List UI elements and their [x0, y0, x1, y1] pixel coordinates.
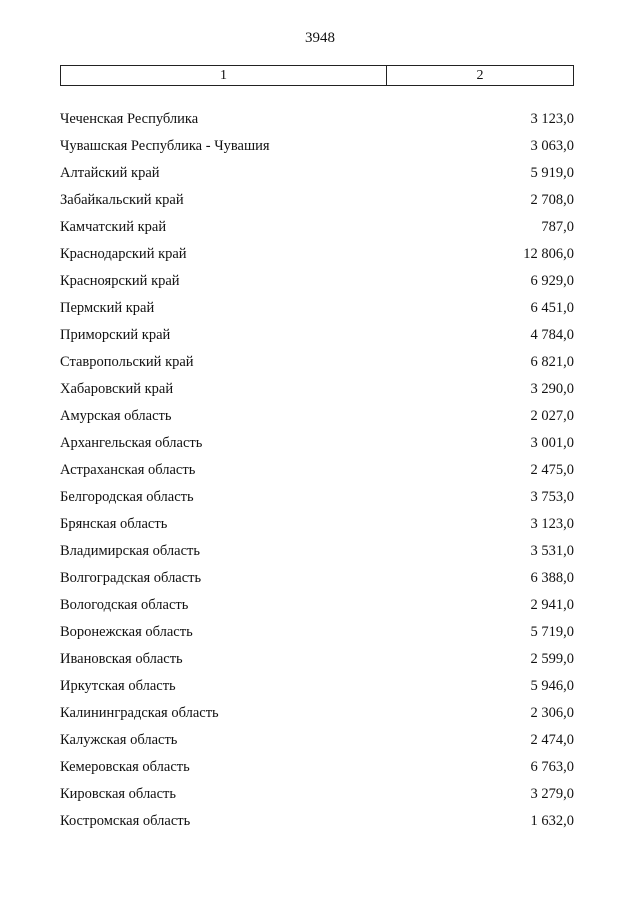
table-row — [60, 808, 574, 835]
region-name: Вологодская область — [60, 597, 189, 613]
region-name: Краснодарский край — [60, 246, 187, 262]
table-row — [60, 538, 574, 565]
region-name: Белгородская область — [60, 489, 194, 505]
region-name: Алтайский край — [60, 165, 160, 181]
region-name: Астраханская область — [60, 462, 196, 478]
table-row — [60, 403, 574, 430]
region-value: 2 474,0 — [530, 732, 574, 748]
region-value: 2 027,0 — [530, 408, 574, 424]
region-value: 6 763,0 — [530, 759, 574, 775]
region-list — [60, 106, 574, 835]
table-row — [60, 673, 574, 700]
region-value: 1 632,0 — [530, 813, 574, 829]
region-name: Архангельская область — [60, 435, 203, 451]
region-value: 2 708,0 — [530, 192, 574, 208]
region-value: 2 475,0 — [530, 462, 574, 478]
table-row — [60, 727, 574, 754]
region-name: Амурская область — [60, 408, 172, 424]
region-value: 787,0 — [541, 219, 574, 235]
table-row — [60, 430, 574, 457]
table-row — [60, 106, 574, 133]
region-value: 2 599,0 — [530, 651, 574, 667]
table-row — [60, 700, 574, 727]
table-row — [60, 754, 574, 781]
table-row — [60, 187, 574, 214]
table-row — [60, 214, 574, 241]
region-name: Ивановская область — [60, 651, 183, 667]
region-value: 6 388,0 — [530, 570, 574, 586]
column-header-1: 1 — [61, 66, 387, 85]
region-value: 3 123,0 — [530, 111, 574, 127]
region-value: 6 821,0 — [530, 354, 574, 370]
table-row — [60, 376, 574, 403]
region-name: Кировская область — [60, 786, 177, 802]
table-row — [60, 160, 574, 187]
page-number: 3948 — [305, 30, 335, 46]
region-value: 5 719,0 — [530, 624, 574, 640]
table-row — [60, 241, 574, 268]
region-name: Хабаровский край — [60, 381, 174, 397]
region-value: 3 001,0 — [530, 435, 574, 451]
region-value: 3 753,0 — [530, 489, 574, 505]
column-header-2: 2 — [476, 68, 484, 83]
region-value: 3 290,0 — [530, 381, 574, 397]
region-name: Волгоградская область — [60, 570, 202, 586]
table-row — [60, 619, 574, 646]
table-row — [60, 457, 574, 484]
table-row — [60, 592, 574, 619]
region-name: Забайкальский край — [60, 192, 184, 208]
region-name: Приморский край — [60, 327, 171, 343]
table-row — [60, 295, 574, 322]
region-name: Красноярский край — [60, 273, 180, 289]
table-row — [60, 565, 574, 592]
region-name: Костромская область — [60, 813, 191, 829]
region-value: 3 531,0 — [530, 543, 574, 559]
region-name: Калининградская область — [60, 705, 219, 721]
region-value: 6 451,0 — [530, 300, 574, 316]
region-value: 3 279,0 — [530, 786, 574, 802]
region-name: Чувашская Республика - Чувашия — [60, 138, 270, 154]
table-row — [60, 349, 574, 376]
table-row — [60, 646, 574, 673]
region-name: Брянская область — [60, 516, 168, 532]
region-name: Пермский край — [60, 300, 155, 316]
region-value: 2 941,0 — [530, 597, 574, 613]
region-name: Иркутская область — [60, 678, 176, 694]
region-value: 3 123,0 — [530, 516, 574, 532]
region-name: Воронежская область — [60, 624, 193, 640]
table-row — [60, 133, 574, 160]
table-row — [60, 484, 574, 511]
region-value: 5 946,0 — [530, 678, 574, 694]
region-name: Камчатский край — [60, 219, 167, 235]
table-row — [60, 268, 574, 295]
region-value: 12 806,0 — [523, 246, 574, 262]
region-value: 5 919,0 — [530, 165, 574, 181]
region-value: 2 306,0 — [530, 705, 574, 721]
region-name: Кемеровская область — [60, 759, 190, 775]
region-value: 4 784,0 — [530, 327, 574, 343]
region-name: Калужская область — [60, 732, 178, 748]
region-value: 3 063,0 — [530, 138, 574, 154]
table-row — [60, 781, 574, 808]
region-name: Чеченская Республика — [60, 111, 199, 127]
region-name: Ставропольский край — [60, 354, 194, 370]
region-name: Владимирская область — [60, 543, 200, 559]
table-row — [60, 322, 574, 349]
table-header — [60, 65, 574, 86]
region-value: 6 929,0 — [530, 273, 574, 289]
table-row — [60, 511, 574, 538]
